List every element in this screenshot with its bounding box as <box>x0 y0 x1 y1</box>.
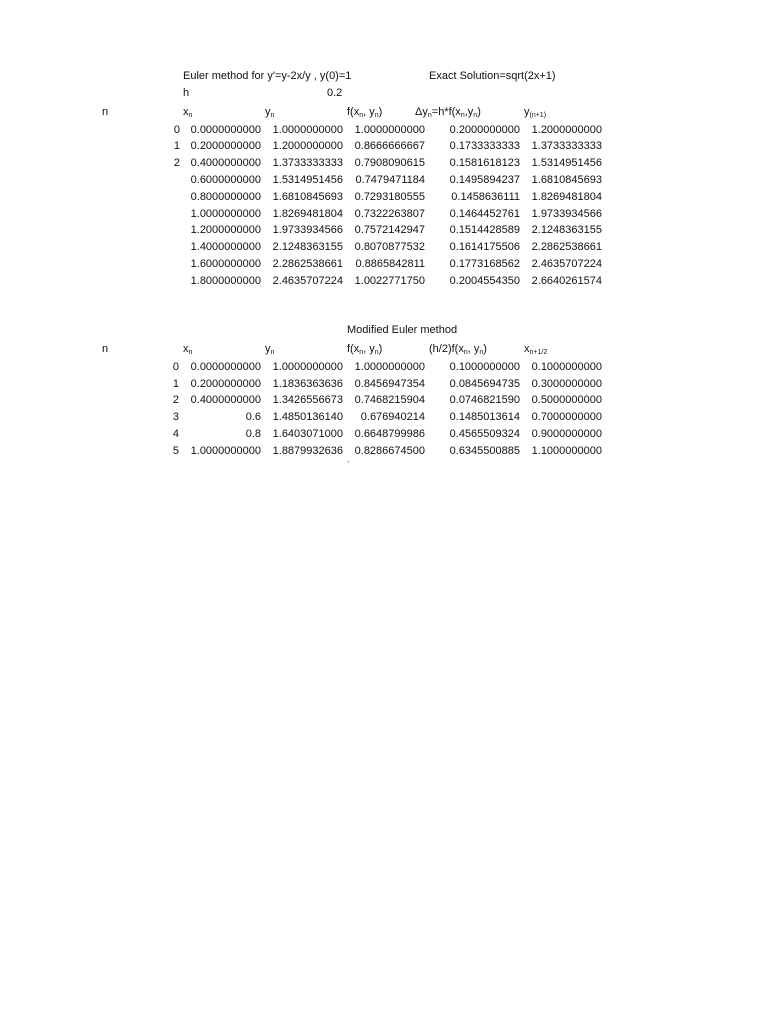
cell-x-half: 1.1000000000 <box>531 445 602 457</box>
header-n: n <box>102 343 109 355</box>
cell-y-next: 2.2862538661 <box>531 241 602 253</box>
cell-x-half: 0.7000000000 <box>531 411 602 423</box>
cell-half-h-f: 0.0845694735 <box>449 378 520 390</box>
cell-y: 2.1248363155 <box>272 241 343 253</box>
cell-x: 0.6 <box>245 411 261 423</box>
cell-y-next: 1.9733934566 <box>531 208 602 220</box>
header-x: $x_n$ <box>183 106 193 119</box>
cell-f: 0.8456947354 <box>354 378 425 390</box>
header-f: $f(x_n$, $y_n$) <box>347 106 383 119</box>
cell-y: 1.8269481804 <box>272 208 343 220</box>
modified-euler-title: Modified Euler method <box>347 324 458 336</box>
cell-dy: 0.1464452761 <box>449 208 520 220</box>
stray-mark: ` <box>347 460 350 470</box>
cell-dy: 0.1458636111 <box>451 191 520 203</box>
euler-title: Euler method for y'=y-2x/y , y(0)=1 <box>183 70 352 82</box>
cell-f: 0.7479471184 <box>355 174 425 186</box>
cell-x: 1.4000000000 <box>190 241 261 253</box>
cell-dy: 0.1614175506 <box>449 241 520 253</box>
cell-y-next: 1.3733333333 <box>531 140 602 152</box>
cell-f: 1.0022771750 <box>354 275 425 287</box>
cell-dy: 0.1495894237 <box>449 174 520 186</box>
cell-x-half: 0.5000000000 <box>531 394 602 406</box>
cell-y: 1.4850136140 <box>272 411 343 423</box>
cell-dy: 0.1773168562 <box>449 258 520 270</box>
cell-x: 1.2000000000 <box>190 224 261 236</box>
header-f: $f(x_n$, $y_n$) <box>347 343 383 356</box>
cell-f: 0.8865842811 <box>355 258 425 270</box>
cell-f: 1.0000000000 <box>354 124 425 136</box>
cell-n: 0 <box>172 361 179 373</box>
cell-half-h-f: 0.4565509324 <box>449 428 520 440</box>
cell-y: 2.2862538661 <box>272 258 343 270</box>
cell-n: 2 <box>173 157 180 169</box>
cell-f: 0.7572142947 <box>354 224 425 236</box>
cell-half-h-f: 0.0746821590 <box>449 394 520 406</box>
cell-y: 1.0000000000 <box>272 124 343 136</box>
cell-f: 0.8286674500 <box>354 445 425 457</box>
cell-f: 0.7293180555 <box>354 191 425 203</box>
cell-y-next: 2.6640261574 <box>531 275 602 287</box>
cell-y: 1.3426556673 <box>272 394 343 406</box>
cell-y: 1.3733333333 <box>272 157 343 169</box>
cell-f: 0.676940214 <box>360 411 425 423</box>
cell-n: 4 <box>172 428 179 440</box>
cell-x: 1.0000000000 <box>190 208 261 220</box>
header-half-h-f: $(h/2)f(x_n$, $y_n$) <box>429 343 487 356</box>
cell-x-half: 0.3000000000 <box>531 378 602 390</box>
cell-y-next: 1.8269481804 <box>531 191 602 203</box>
cell-dy: 0.1733333333 <box>449 140 520 152</box>
step-size-label: h <box>183 87 190 99</box>
cell-x: 0.6000000000 <box>190 174 261 186</box>
cell-x: 0.4000000000 <box>190 394 261 406</box>
header-y: $y_n$ <box>265 343 275 356</box>
cell-n: 3 <box>172 411 179 423</box>
cell-y-next: 1.5314951456 <box>531 157 602 169</box>
cell-half-h-f: 0.6345500885 <box>449 445 520 457</box>
exact-solution-label: Exact Solution=sqrt(2x+1) <box>429 70 556 82</box>
cell-dy: 0.1514428589 <box>449 224 520 236</box>
cell-x: 0.4000000000 <box>190 157 261 169</box>
cell-y-next: 2.4635707224 <box>531 258 602 270</box>
cell-y-next: 2.1248363155 <box>531 224 602 236</box>
cell-x: 1.0000000000 <box>190 445 261 457</box>
cell-dy: 0.2000000000 <box>449 124 520 136</box>
cell-y: 2.4635707224 <box>272 275 343 287</box>
step-size-value: 0.2 <box>327 87 343 99</box>
cell-half-h-f: 0.1000000000 <box>449 361 520 373</box>
cell-dy: 0.1581618123 <box>449 157 520 169</box>
cell-n: 1 <box>173 140 180 152</box>
cell-f: 0.7322263807 <box>354 208 425 220</box>
cell-y: 1.0000000000 <box>272 361 343 373</box>
cell-f: 0.6648799986 <box>354 428 425 440</box>
cell-n: 0 <box>173 124 180 136</box>
cell-y: 1.2000000000 <box>272 140 343 152</box>
cell-dy: 0.2004554350 <box>449 275 520 287</box>
cell-f: 0.8070877532 <box>354 241 425 253</box>
cell-n: 5 <box>172 445 179 457</box>
header-x: $x_n$ <box>183 343 193 356</box>
cell-x: 0.8 <box>245 428 261 440</box>
cell-y: 1.1836363636 <box>272 378 343 390</box>
header-y-next: $y_{(n+1)}$ <box>524 106 547 119</box>
cell-half-h-f: 0.1485013614 <box>449 411 520 423</box>
cell-f: 0.7908090615 <box>354 157 425 169</box>
cell-y-next: 1.2000000000 <box>531 124 602 136</box>
cell-y: 1.5314951456 <box>272 174 343 186</box>
header-y: $y_n$ <box>265 106 275 119</box>
cell-x-half: 0.9000000000 <box>531 428 602 440</box>
cell-y: 1.8879932636 <box>272 445 343 457</box>
header-delta-y: $\Delta y_n=h*f(x_n,y_n)$ <box>415 106 481 119</box>
cell-x: 1.8000000000 <box>190 275 261 287</box>
cell-x: 0.2000000000 <box>190 378 261 390</box>
cell-x: 0.2000000000 <box>190 140 261 152</box>
header-x-half: $x_{n+1/2}$ <box>524 343 548 356</box>
cell-y: 1.6810845693 <box>272 191 343 203</box>
cell-x: 0.0000000000 <box>190 361 261 373</box>
cell-x: 1.6000000000 <box>190 258 261 270</box>
cell-y: 1.9733934566 <box>272 224 343 236</box>
cell-y: 1.6403071000 <box>272 428 343 440</box>
cell-f: 0.8666666667 <box>354 140 425 152</box>
cell-x-half: 0.1000000000 <box>531 361 602 373</box>
header-n: n <box>102 106 109 118</box>
cell-n: 1 <box>172 378 179 390</box>
cell-f: 0.7468215904 <box>354 394 425 406</box>
cell-x: 0.8000000000 <box>190 191 261 203</box>
cell-x: 0.0000000000 <box>190 124 261 136</box>
cell-f: 1.0000000000 <box>354 361 425 373</box>
cell-n: 2 <box>172 394 179 406</box>
cell-y-next: 1.6810845693 <box>531 174 602 186</box>
